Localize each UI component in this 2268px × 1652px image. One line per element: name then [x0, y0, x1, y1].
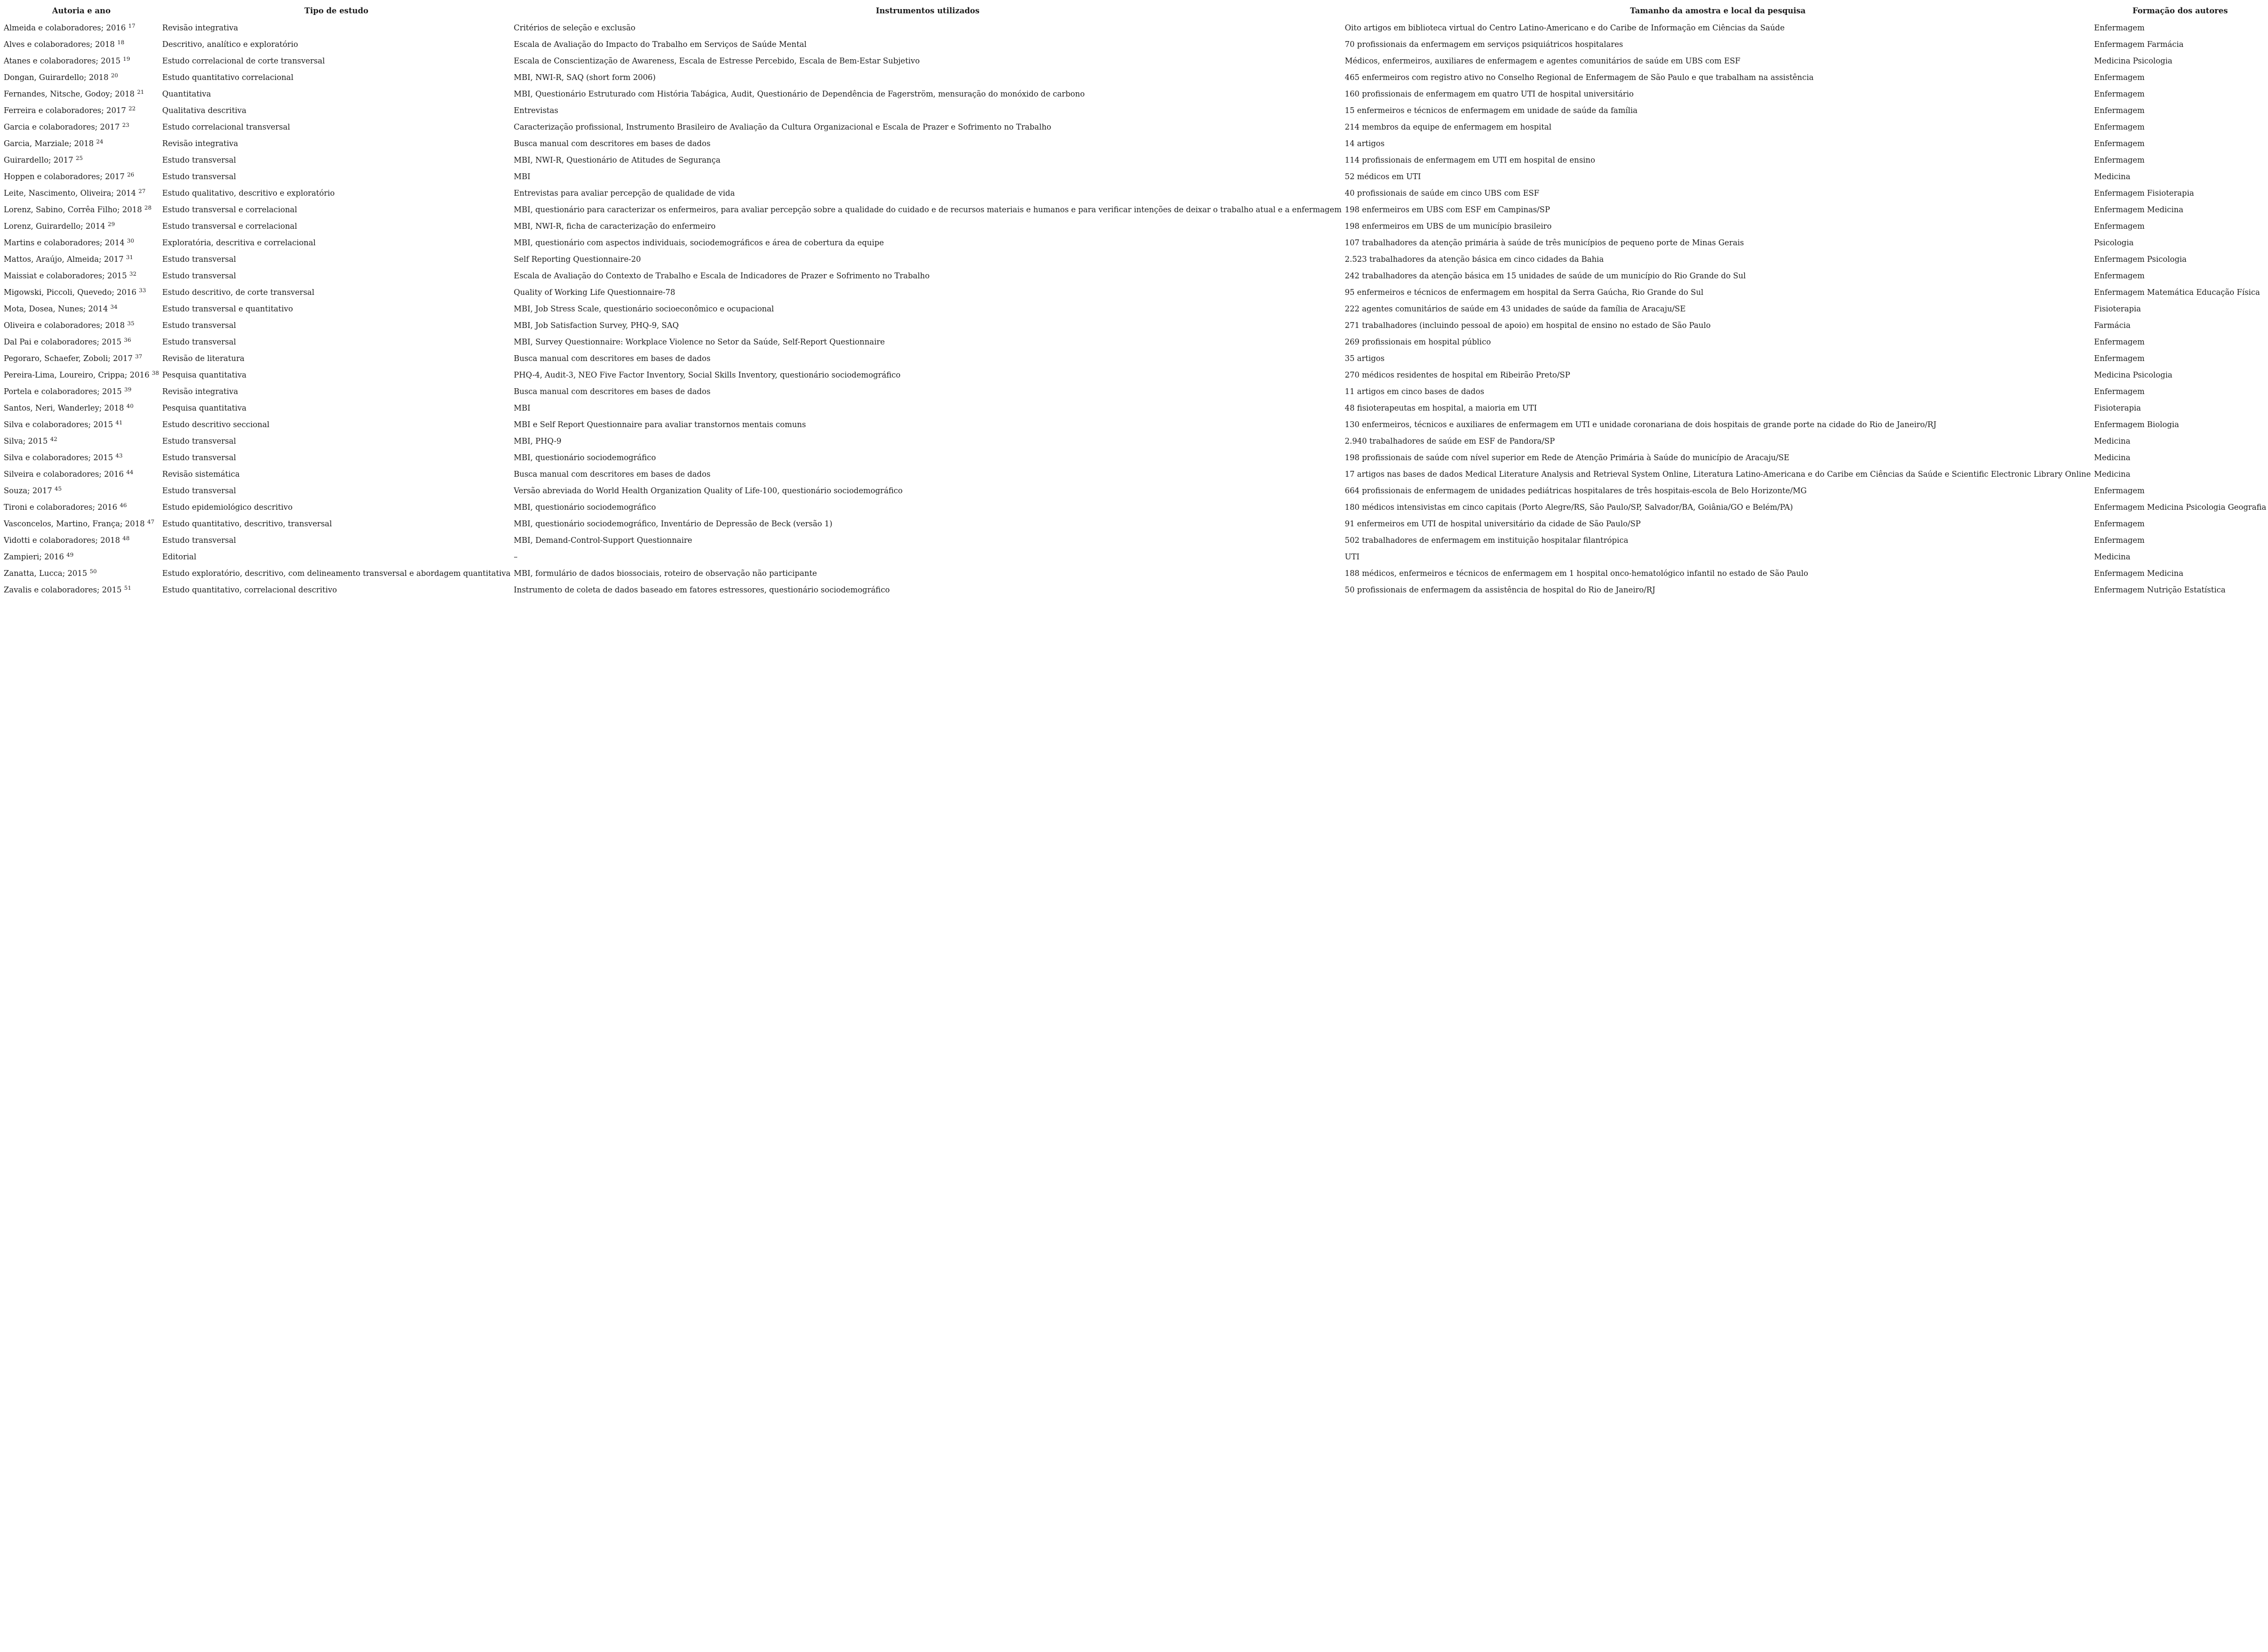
autoria-text: Migowski, Piccoli, Quevedo; 2016 — [4, 288, 137, 297]
cell-tipo-estudo: Estudo transversal — [162, 322, 236, 330]
cell-autoria — [2, 318, 161, 334]
cell-tipo-estudo: Estudo transversal — [162, 173, 236, 181]
table-row — [2, 516, 2268, 533]
header-instrumentos: Instrumentos utilizados — [876, 6, 980, 15]
reference-number: 29 — [108, 221, 115, 228]
cell-amostra-local: 465 enfermeiros com registro ativo no Conselho Regional de Enfermagem de São Paulo e que trabalham na assistência — [1344, 74, 1814, 82]
cell-tipo-estudo: Estudo transversal e quantitativo — [162, 305, 293, 314]
cell-tipo-estudo: Estudo transversal — [162, 437, 236, 446]
autoria-text: Zanatta, Lucca; 2015 — [4, 570, 87, 578]
table-row — [2, 252, 2268, 268]
autoria-text: Silva e colaboradores; 2015 — [4, 421, 113, 429]
cell-tipo-estudo: Estudo transversal — [162, 536, 236, 545]
cell-instrumentos: Busca manual com descritores em bases de dados — [514, 388, 711, 396]
cell-autoria — [2, 202, 161, 219]
cell-formacao: Enfermagem — [2094, 222, 2145, 231]
table-row — [2, 169, 2268, 186]
table-row — [2, 566, 2268, 582]
cell-instrumentos: Busca manual com descritores em bases de dados — [514, 140, 711, 148]
reference-number: 45 — [54, 486, 62, 492]
cell-amostra-local: 11 artigos em cinco bases de dados — [1344, 388, 1485, 396]
cell-autoria — [2, 86, 161, 103]
cell-autoria — [2, 186, 161, 202]
table-row — [2, 450, 2268, 467]
cell-formacao: Enfermagem Nutrição Estatística — [2094, 586, 2226, 595]
table-row — [2, 318, 2268, 334]
autoria-text: Atanes e colaboradores; 2015 — [4, 57, 121, 66]
cell-instrumentos: MBI, Demand-Control-Support Questionnaire — [514, 536, 692, 545]
table-row — [2, 417, 2268, 434]
cell-tipo-estudo: Editorial — [162, 553, 197, 562]
cell-instrumentos: MBI, NWI-R, ficha de caracterização do enfermeiro — [514, 222, 716, 231]
cell-formacao: Enfermagem — [2094, 107, 2145, 115]
cell-amostra-local: 269 profissionais em hospital público — [1344, 338, 1491, 347]
cell-amostra-local: 502 trabalhadores de enfermagem em instituição hospitalar filantrópica — [1344, 536, 1629, 545]
studies-table — [2, 2, 2268, 599]
reference-number: 19 — [123, 56, 130, 62]
reference-number: 51 — [124, 585, 132, 591]
reference-number: 38 — [151, 370, 159, 376]
autoria-text: Almeida e colaboradores; 2016 — [4, 24, 126, 33]
cell-instrumentos: MBI, questionário com aspectos individuais, sociodemográficos e área de cobertura da equipe — [514, 239, 884, 247]
autoria-text: Maissiat e colaboradores; 2015 — [4, 272, 127, 280]
cell-amostra-local: 70 profissionais da enfermagem em serviços psiquiátricos hospitalares — [1344, 41, 1623, 49]
cell-instrumentos: MBI, NWI-R, Questionário de Atitudes de Segurança — [514, 156, 721, 165]
cell-formacao: Enfermagem Farmácia — [2094, 41, 2184, 49]
cell-autoria — [2, 219, 161, 235]
cell-formacao: Medicina — [2094, 454, 2130, 462]
cell-amostra-local: 14 artigos — [1344, 140, 1385, 148]
reference-number: 37 — [135, 354, 142, 360]
cell-autoria — [2, 450, 161, 467]
autoria-text: Mota, Dosea, Nunes; 2014 — [4, 305, 108, 314]
cell-formacao: Enfermagem — [2094, 24, 2145, 33]
cell-formacao: Medicina — [2094, 173, 2130, 181]
autoria-text: Hoppen e colaboradores; 2017 — [4, 173, 125, 181]
cell-autoria — [2, 53, 161, 70]
cell-formacao: Medicina Psicologia — [2094, 371, 2173, 380]
cell-autoria — [2, 566, 161, 582]
cell-tipo-estudo: Qualitativa descritiva — [162, 107, 246, 115]
cell-autoria — [2, 285, 161, 301]
autoria-text: Dal Pai e colaboradores; 2015 — [4, 338, 122, 347]
cell-autoria — [2, 153, 161, 169]
cell-autoria — [2, 549, 161, 566]
cell-amostra-local: 2.940 trabalhadores de saúde em ESF de Pandora/SP — [1344, 437, 1555, 446]
table-row — [2, 434, 2268, 450]
cell-tipo-estudo: Estudo quantitativo correlacional — [162, 74, 294, 82]
cell-autoria — [2, 400, 161, 417]
cell-amostra-local: 242 trabalhadores da atenção básica em 15 unidades de saúde de um município do Rio Grande do Sul — [1344, 272, 1746, 280]
cell-formacao: Fisioterapia — [2094, 404, 2141, 413]
header-autoria: Autoria e ano — [52, 6, 111, 15]
cell-instrumentos: MBI, Survey Questionnaire: Workplace Violence no Setor da Saúde, Self-Report Questionnaire — [514, 338, 885, 347]
table-row — [2, 483, 2268, 500]
autoria-text: Portela e colaboradores; 2015 — [4, 388, 122, 396]
cell-autoria — [2, 582, 161, 599]
header-row — [2, 2, 2268, 20]
cell-tipo-estudo: Estudo descritivo seccional — [162, 421, 270, 429]
cell-autoria — [2, 252, 161, 268]
cell-amostra-local: Oito artigos em biblioteca virtual do Centro Latino-Americano e do Caribe de Informação em Ciências da Saúde — [1344, 24, 1785, 33]
table-row — [2, 582, 2268, 599]
cell-formacao: Enfermagem Medicina — [2094, 570, 2184, 578]
autoria-text: Vasconcelos, Martino, França; 2018 — [4, 520, 145, 528]
cell-instrumentos: Entrevistas — [514, 107, 558, 115]
cell-amostra-local: 35 artigos — [1344, 355, 1385, 363]
autoria-text: Souza; 2017 — [4, 487, 52, 495]
cell-instrumentos: MBI — [514, 404, 531, 413]
cell-instrumentos: MBI e Self Report Questionnaire para avaliar transtornos mentais comuns — [514, 421, 806, 429]
cell-tipo-estudo: Estudo transversal e correlacional — [162, 222, 298, 231]
cell-instrumentos: Escala de Avaliação do Impacto do Trabalho em Serviços de Saúde Mental — [514, 41, 807, 49]
cell-instrumentos: MBI, Job Satisfaction Survey, PHQ-9, SAQ — [514, 322, 679, 330]
cell-autoria — [2, 136, 161, 153]
cell-autoria — [2, 367, 161, 384]
cell-tipo-estudo: Estudo transversal — [162, 255, 236, 264]
table-row — [2, 351, 2268, 367]
cell-instrumentos: MBI, questionário sociodemográfico — [514, 503, 656, 512]
cell-amostra-local: 130 enfermeiros, técnicos e auxiliares de enfermagem em UTI e unidade coronariana de dois hospitais de grande porte na cidade do Rio de Janeiro/RJ — [1344, 421, 1937, 429]
table-row — [2, 549, 2268, 566]
cell-amostra-local: 214 membros da equipe de enfermagem em hospital — [1344, 123, 1552, 132]
table-row — [2, 500, 2268, 516]
cell-autoria — [2, 351, 161, 367]
table-row — [2, 334, 2268, 351]
reference-number: 40 — [126, 403, 134, 410]
cell-instrumentos: Caracterização profissional, Instrumento Brasileiro de Avaliação da Cultura Organizacional e Escala de Prazer e Sofrimento no Trabalho — [514, 123, 1052, 132]
reference-number: 36 — [124, 337, 131, 343]
cell-tipo-estudo: Revisão integrativa — [162, 140, 238, 148]
cell-formacao: Enfermagem — [2094, 74, 2145, 82]
cell-instrumentos: MBI, Job Stress Scale, questionário socioeconômico e ocupacional — [514, 305, 774, 314]
cell-formacao: Enfermagem Medicina — [2094, 206, 2184, 214]
cell-instrumentos: MBI, questionário para caracterizar os enfermeiros, para avaliar percepção sobre a qualidade do cuidado e de recursos materiais e humanos e para verificar intenções de deixar o trabalho atual e a enfermagem — [514, 206, 1342, 214]
cell-tipo-estudo: Revisão integrativa — [162, 388, 238, 396]
cell-autoria — [2, 516, 161, 533]
cell-tipo-estudo: Estudo transversal — [162, 338, 236, 347]
cell-tipo-estudo: Revisão integrativa — [162, 24, 238, 33]
cell-tipo-estudo: Estudo transversal — [162, 454, 236, 462]
cell-instrumentos: MBI, NWI-R, SAQ (short form 2006) — [514, 74, 656, 82]
reference-number: 20 — [111, 73, 118, 79]
cell-autoria — [2, 434, 161, 450]
cell-instrumentos: Quality of Working Life Questionnaire-78 — [514, 288, 676, 297]
table-row — [2, 367, 2268, 384]
cell-formacao: Enfermagem — [2094, 156, 2145, 165]
autoria-text: Fernandes, Nitsche, Godoy; 2018 — [4, 90, 135, 99]
cell-autoria — [2, 235, 161, 252]
reference-number: 43 — [115, 453, 123, 459]
reference-number: 47 — [147, 519, 155, 525]
reference-number: 39 — [124, 387, 132, 393]
cell-instrumentos: Busca manual com descritores em bases de dados — [514, 355, 711, 363]
cell-amostra-local: 198 enfermeiros em UBS de um município brasileiro — [1344, 222, 1552, 231]
reference-number: 35 — [127, 320, 135, 327]
cell-instrumentos: Entrevistas para avaliar percepção de qualidade de vida — [514, 189, 735, 198]
cell-amostra-local: 188 médicos, enfermeiros e técnicos de enfermagem em 1 hospital onco-hematológico infantil no estado de São Paulo — [1344, 570, 1808, 578]
cell-tipo-estudo: Estudo epidemiológico descritivo — [162, 503, 293, 512]
cell-tipo-estudo: Estudo quantitativo, descritivo, transversal — [162, 520, 332, 528]
cell-amostra-local: 48 fisioterapeutas em hospital, a maioria em UTI — [1344, 404, 1537, 413]
cell-instrumentos: MBI, questionário sociodemográfico — [514, 454, 656, 462]
reference-number: 21 — [137, 89, 145, 95]
header-tipo-estudo: Tipo de estudo — [304, 6, 368, 15]
autoria-text: Pegoraro, Schaefer, Zoboli; 2017 — [4, 355, 133, 363]
reference-number: 31 — [126, 254, 133, 261]
cell-autoria — [2, 467, 161, 483]
cell-instrumentos: Versão abreviada do World Health Organization Quality of Life-100, questionário sociodemográfico — [514, 487, 903, 495]
reference-number: 22 — [129, 106, 136, 112]
cell-instrumentos: Self Reporting Questionnaire-20 — [514, 255, 641, 264]
table-row — [2, 202, 2268, 219]
cell-formacao: Psicologia — [2094, 239, 2134, 247]
reference-number: 41 — [115, 420, 123, 426]
reference-number: 44 — [126, 469, 134, 476]
cell-amostra-local: 2.523 trabalhadores da atenção básica em cinco cidades da Bahia — [1344, 255, 1604, 264]
table-row — [2, 53, 2268, 70]
cell-autoria — [2, 20, 161, 37]
cell-tipo-estudo: Descritivo, analítico e exploratório — [162, 41, 298, 49]
autoria-text: Silveira e colaboradores; 2016 — [4, 470, 124, 479]
header-amostra-local: Tamanho da amostra e local da pesquisa — [1630, 6, 1806, 15]
cell-autoria — [2, 417, 161, 434]
cell-amostra-local: 198 profissionais de saúde com nível superior em Rede de Atenção Primária à Saúde do município de Aracaju/SE — [1344, 454, 1790, 462]
autoria-text: Silva; 2015 — [4, 437, 48, 446]
cell-amostra-local: 50 profissionais de enfermagem da assistência de hospital do Rio de Janeiro/RJ — [1344, 586, 1656, 595]
table-row — [2, 186, 2268, 202]
cell-tipo-estudo: Estudo transversal — [162, 156, 236, 165]
cell-autoria — [2, 334, 161, 351]
cell-amostra-local: 91 enfermeiros em UTI de hospital universitário da cidade de São Paulo/SP — [1344, 520, 1641, 528]
reference-number: 32 — [129, 271, 137, 277]
cell-tipo-estudo: Exploratória, descritiva e correlacional — [162, 239, 316, 247]
autoria-text: Guirardello; 2017 — [4, 156, 74, 165]
autoria-text: Santos, Neri, Wanderley; 2018 — [4, 404, 124, 413]
reference-number: 18 — [117, 39, 125, 46]
reference-number: 27 — [138, 188, 146, 195]
table-body — [2, 20, 2268, 599]
table-row — [2, 219, 2268, 235]
cell-tipo-estudo: Estudo qualitativo, descritivo e exploratório — [162, 189, 335, 198]
table-row — [2, 136, 2268, 153]
cell-amostra-local: 198 enfermeiros em UBS com ESF em Campinas/SP — [1344, 206, 1550, 214]
autoria-text: Tironi e colaboradores; 2016 — [4, 503, 117, 512]
autoria-text: Vidotti e colaboradores; 2018 — [4, 536, 121, 545]
cell-amostra-local: UTI — [1344, 553, 1360, 562]
autoria-text: Zavalis e colaboradores; 2015 — [4, 586, 122, 595]
table-row — [2, 533, 2268, 549]
autoria-text: Lorenz, Sabino, Corrêa Filho; 2018 — [4, 206, 142, 214]
reference-number: 23 — [122, 122, 130, 129]
cell-instrumentos: MBI, Questionário Estruturado com História Tabágica, Audit, Questionário de Dependência de Fagerström, mensuração do monóxido de carbono — [514, 90, 1085, 99]
cell-instrumentos: MBI, formulário de dados biossociais, roteiro de observação não participante — [514, 570, 817, 578]
cell-formacao: Enfermagem Medicina Psicologia Geografia — [2094, 503, 2266, 512]
cell-autoria — [2, 533, 161, 549]
cell-formacao: Enfermagem — [2094, 90, 2145, 99]
cell-instrumentos: Busca manual com descritores em bases de dados — [514, 470, 711, 479]
cell-formacao: Enfermagem — [2094, 338, 2145, 347]
autoria-text: Oliveira e colaboradores; 2018 — [4, 322, 125, 330]
cell-amostra-local: 222 agentes comunitários de saúde em 43 unidades de saúde da família de Aracaju/SE — [1344, 305, 1686, 314]
table-row — [2, 153, 2268, 169]
cell-formacao: Enfermagem Matemática Educação Física — [2094, 288, 2260, 297]
autoria-text: Garcia e colaboradores; 2017 — [4, 123, 120, 132]
cell-amostra-local: 180 médicos intensivistas em cinco capitais (Porto Alegre/RS, São Paulo/SP, Salvador/BA, Goiânia/GO e Belém/PA) — [1344, 503, 1793, 512]
cell-amostra-local: 52 médicos em UTI — [1344, 173, 1421, 181]
reference-number: 48 — [122, 535, 130, 542]
cell-formacao: Enfermagem — [2094, 520, 2145, 528]
reference-number: 26 — [127, 172, 134, 178]
autoria-text: Ferreira e colaboradores; 2017 — [4, 107, 126, 115]
table-row — [2, 384, 2268, 400]
reference-number: 30 — [127, 238, 134, 244]
table-row — [2, 20, 2268, 37]
cell-instrumentos: – — [514, 553, 518, 562]
cell-formacao: Enfermagem — [2094, 536, 2145, 545]
reference-number: 33 — [139, 287, 146, 294]
autoria-text: Garcia, Marziale; 2018 — [4, 140, 94, 148]
table-row — [2, 285, 2268, 301]
cell-amostra-local: 664 profissionais de enfermagem de unidades pediátricas hospitalares de três hospitais-escola de Belo Horizonte/MG — [1344, 487, 1807, 495]
cell-amostra-local: 114 profissionais de enfermagem em UTI em hospital de ensino — [1344, 156, 1596, 165]
cell-instrumentos: MBI, PHQ-9 — [514, 437, 562, 446]
cell-instrumentos: PHQ-4, Audit-3, NEO Five Factor Inventory, Social Skills Inventory, questionário sociodemográfico — [514, 371, 901, 380]
reference-number: 46 — [119, 502, 127, 509]
table-header — [2, 2, 2268, 20]
cell-autoria — [2, 500, 161, 516]
cell-instrumentos: Escala de Conscientização de Awareness, Escala de Estresse Percebido, Escala de Bem-Estar Subjetivo — [514, 57, 920, 66]
autoria-text: Pereira-Lima, Loureiro, Crippa; 2016 — [4, 371, 150, 380]
cell-autoria — [2, 483, 161, 500]
autoria-text: Mattos, Araújo, Almeida; 2017 — [4, 255, 124, 264]
reference-number: 49 — [66, 552, 74, 558]
cell-autoria — [2, 169, 161, 186]
table-row — [2, 268, 2268, 285]
cell-formacao: Enfermagem — [2094, 140, 2145, 148]
reference-number: 34 — [110, 304, 118, 310]
cell-tipo-estudo: Estudo correlacional transversal — [162, 123, 290, 132]
cell-formacao: Medicina — [2094, 437, 2130, 446]
reference-number: 28 — [144, 205, 152, 211]
cell-tipo-estudo: Revisão de literatura — [162, 355, 245, 363]
reference-number: 50 — [90, 568, 97, 575]
cell-formacao: Enfermagem — [2094, 355, 2145, 363]
cell-autoria — [2, 301, 161, 318]
cell-amostra-local: 160 profissionais de enfermagem em quatro UTI de hospital universitário — [1344, 90, 1634, 99]
header-formacao: Formação dos autores — [2132, 6, 2228, 15]
table-row — [2, 119, 2268, 136]
cell-amostra-local: 40 profissionais de saúde em cinco UBS com ESF — [1344, 189, 1540, 198]
cell-formacao: Enfermagem Psicologia — [2094, 255, 2187, 264]
cell-autoria — [2, 37, 161, 53]
table-row — [2, 467, 2268, 483]
table-row — [2, 400, 2268, 417]
autoria-text: Lorenz, Guirardello; 2014 — [4, 222, 106, 231]
cell-amostra-local: 95 enfermeiros e técnicos de enfermagem em hospital da Serra Gaúcha, Rio Grande do Sul — [1344, 288, 1704, 297]
autoria-text: Dongan, Guirardello; 2018 — [4, 74, 109, 82]
cell-instrumentos: MBI — [514, 173, 531, 181]
autoria-text: Martins e colaboradores; 2014 — [4, 239, 125, 247]
cell-tipo-estudo: Revisão sistemática — [162, 470, 240, 479]
cell-instrumentos: Critérios de seleção e exclusão — [514, 24, 636, 33]
cell-formacao: Enfermagem Biologia — [2094, 421, 2179, 429]
cell-tipo-estudo: Estudo transversal — [162, 272, 236, 280]
cell-formacao: Medicina — [2094, 470, 2130, 479]
cell-tipo-estudo: Pesquisa quantitativa — [162, 371, 247, 380]
table-row — [2, 37, 2268, 53]
autoria-text: Silva e colaboradores; 2015 — [4, 454, 113, 462]
reference-number: 42 — [50, 436, 58, 443]
autoria-text: Alves e colaboradores; 2018 — [4, 41, 115, 49]
table-row — [2, 301, 2268, 318]
table-row — [2, 86, 2268, 103]
cell-formacao: Enfermagem — [2094, 123, 2145, 132]
cell-tipo-estudo: Estudo correlacional de corte transversal — [162, 57, 325, 66]
cell-autoria — [2, 119, 161, 136]
cell-amostra-local: Médicos, enfermeiros, auxiliares de enfermagem e agentes comunitários de saúde em UBS com ESF — [1344, 57, 1741, 66]
table-row — [2, 235, 2268, 252]
cell-tipo-estudo: Pesquisa quantitativa — [162, 404, 247, 413]
cell-tipo-estudo: Estudo descritivo, de corte transversal — [162, 288, 315, 297]
reference-number: 17 — [128, 23, 135, 29]
cell-autoria — [2, 384, 161, 400]
cell-formacao: Enfermagem Fisioterapia — [2094, 189, 2194, 198]
cell-formacao: Medicina Psicologia — [2094, 57, 2173, 66]
autoria-text: Leite, Nascimento, Oliveira; 2014 — [4, 189, 136, 198]
cell-amostra-local: 17 artigos nas bases de dados Medical Literature Analysis and Retrieval System Online, Literatura Latino-Americana e do Caribe em Ciências da Saúde e Scientific Electronic Library Online — [1344, 470, 2091, 479]
cell-formacao: Enfermagem — [2094, 272, 2145, 280]
cell-autoria — [2, 70, 161, 86]
autoria-text: Zampieri; 2016 — [4, 553, 64, 562]
cell-formacao: Fisioterapia — [2094, 305, 2141, 314]
cell-tipo-estudo: Estudo transversal e correlacional — [162, 206, 298, 214]
cell-tipo-estudo: Estudo transversal — [162, 487, 236, 495]
cell-formacao: Farmácia — [2094, 322, 2131, 330]
cell-tipo-estudo: Quantitativa — [162, 90, 211, 99]
cell-tipo-estudo: Estudo quantitativo, correlacional descritivo — [162, 586, 337, 595]
cell-formacao: Enfermagem — [2094, 487, 2145, 495]
table-row — [2, 70, 2268, 86]
cell-instrumentos: MBI, questionário sociodemográfico, Inventário de Depressão de Beck (versão 1) — [514, 520, 832, 528]
reference-number: 24 — [96, 139, 103, 145]
cell-instrumentos: Instrumento de coleta de dados baseado em fatores estressores, questionário sociodemográfico — [514, 586, 890, 595]
cell-autoria — [2, 103, 161, 119]
cell-tipo-estudo: Estudo exploratório, descritivo, com delineamento transversal e abordagem quantitativa — [162, 570, 511, 578]
cell-amostra-local: 15 enfermeiros e técnicos de enfermagem em unidade de saúde da família — [1344, 107, 1638, 115]
cell-amostra-local: 270 médicos residentes de hospital em Ribeirão Preto/SP — [1344, 371, 1570, 380]
cell-amostra-local: 107 trabalhadores da atenção primária à saúde de três municípios de pequeno porte de Minas Gerais — [1344, 239, 1744, 247]
cell-autoria — [2, 268, 161, 285]
reference-number: 25 — [75, 155, 83, 162]
cell-amostra-local: 271 trabalhadores (incluindo pessoal de apoio) em hospital de ensino no estado de São Paulo — [1344, 322, 1711, 330]
cell-instrumentos: Escala de Avaliação do Contexto de Trabalho e Escala de Indicadores de Prazer e Sofrimento no Trabalho — [514, 272, 930, 280]
table-row — [2, 103, 2268, 119]
cell-formacao: Medicina — [2094, 553, 2130, 562]
cell-formacao: Enfermagem — [2094, 388, 2145, 396]
